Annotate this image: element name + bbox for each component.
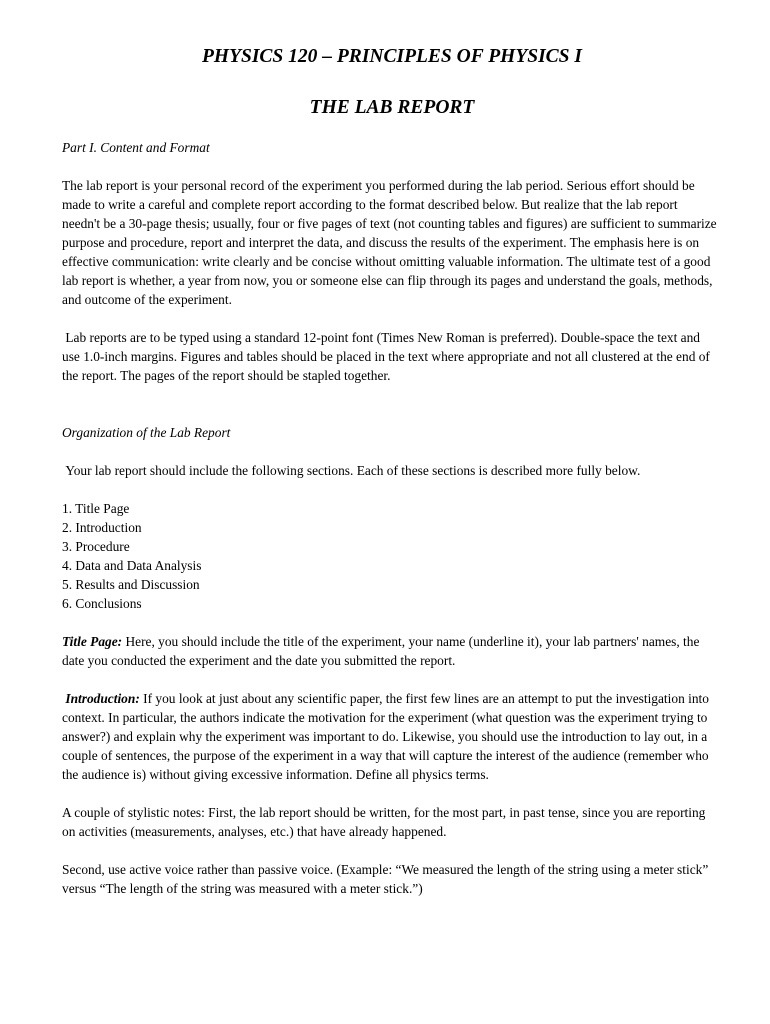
list-item: 6. Conclusions: [62, 596, 142, 611]
list-item: 3. Procedure: [62, 539, 130, 554]
part1-heading: Part I. Content and Format: [62, 140, 210, 155]
list-item: 2. Introduction: [62, 520, 142, 535]
list-item: 5. Results and Discussion: [62, 577, 200, 592]
title-page-text: Here, you should include the title of the experiment, your name (underline it), your lab partners' names, the date you conducted the experiment and the date you submitted the report.: [62, 634, 700, 668]
introduction-paragraph: [62, 689, 718, 784]
organization-intro-paragraph: [62, 461, 718, 480]
course-title: PHYSICS 120 – PRINCIPLES OF PHYSICS I: [202, 46, 582, 67]
introduction-text: If you look at just about any scientific paper, the first few lines are an attempt to put the investigation into context. In particular, the authors indicate the motivation for the experiment (what question was the experiment trying to answer?) and explain why the experiment was important to do. Likewise, you should use the introduction to lay out, in a couple of sentences, the purpose of the experiment in a way that will capture the interest of the audience (remember who the audience is) without giving excessive information. Define all physics terms.: [62, 691, 709, 782]
part1-intro-paragraph: The lab report is your personal record of the experiment you performed during the lab period. Serious effort should be made to write a careful and complete report according to the format described below. But realize that the lab report needn't be a 30-page thesis; usually, four or five pages of text (not counting tables and figures) are sufficient to summarize purpose and procedure, report and interpret the data, and discuss the results of the experiment. The emphasis here is on effective communication: write clearly and be concise without omitting valuable information. The ultimate test of a good lab report is whether, a year from now, you or someone else can flip through its pages and understand the goals, methods, and outcome of the experiment.: [62, 178, 717, 307]
part1-format-paragraph: [62, 328, 718, 385]
organization-heading: Organization of the Lab Report: [62, 425, 231, 440]
title-page-label: Title Page:: [62, 634, 123, 649]
sections-list: [62, 499, 718, 613]
list-item: 4. Data and Data Analysis: [62, 558, 202, 573]
format-text: Lab reports are to be typed using a standard 12-point font (Times New Roman is preferred). Double-space the text and use 1.0-inch margins. Figures and tables should be placed in the text where appropriate and not all clustered at the end of the report. The pages of the report should be stapled together.: [62, 330, 710, 383]
stylistic-note-paragraph: A couple of stylistic notes: First, the lab report should be written, for the most part, in past tense, since you are reporting on activities (measurements, analyses, etc.) that have already happened.: [62, 805, 706, 839]
organization-intro-text: Your lab report should include the following sections. Each of these sections is described more fully below.: [65, 463, 641, 478]
introduction-label: Introduction:: [65, 691, 140, 706]
title-page-paragraph: [62, 632, 718, 670]
list-item: 1. Title Page: [62, 501, 130, 516]
voice-note-paragraph: Second, use active voice rather than passive voice. (Example: “We measured the length of the string using a meter stick” versus “The length of the string was measured with a meter stick.”): [62, 862, 709, 896]
document-title: THE LAB REPORT: [309, 97, 475, 118]
